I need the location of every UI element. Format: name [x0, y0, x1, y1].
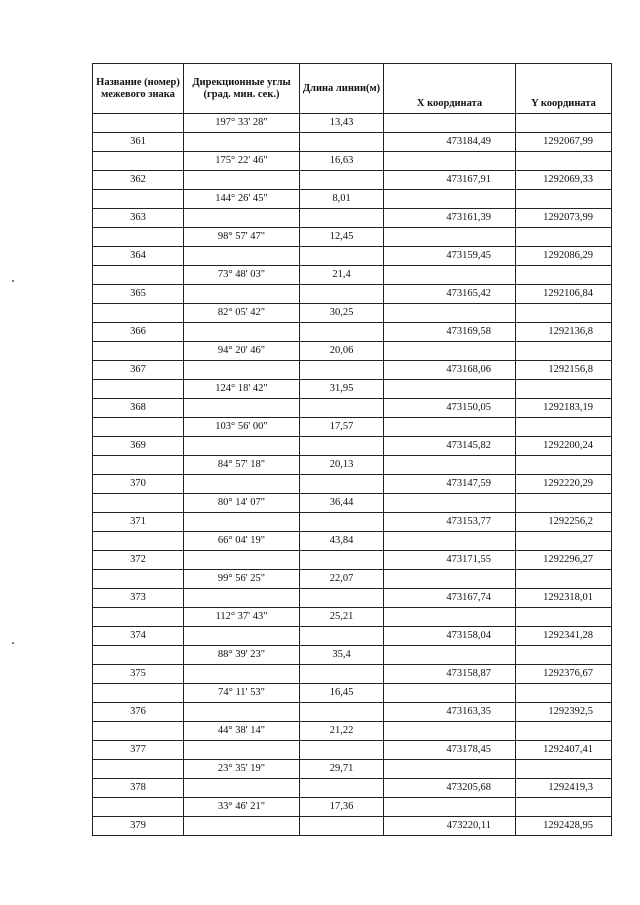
- cell-x-coordinate: 473153,77: [384, 513, 516, 532]
- cell-point-name: [93, 152, 184, 171]
- cell-y-coordinate: 1292183,19: [516, 399, 612, 418]
- cell-y-coordinate: 1292086,29: [516, 247, 612, 266]
- cell-line-length: 17,57: [300, 418, 384, 437]
- cell-direction-angle: 84° 57' 18": [184, 456, 300, 475]
- cell-y-coordinate: 1292407,41: [516, 741, 612, 760]
- segment-row: [93, 342, 612, 361]
- point-row: [93, 437, 612, 456]
- cell-y-coordinate: [516, 532, 612, 551]
- cell-line-length: [300, 551, 384, 570]
- cell-line-length: [300, 285, 384, 304]
- cell-x-coordinate: 473167,74: [384, 589, 516, 608]
- cell-y-coordinate: [516, 190, 612, 209]
- point-row: [93, 171, 612, 190]
- cell-x-coordinate: 473161,39: [384, 209, 516, 228]
- cell-y-coordinate: [516, 494, 612, 513]
- cell-x-coordinate: 473145,82: [384, 437, 516, 456]
- cell-direction-angle: [184, 171, 300, 190]
- cell-y-coordinate: 1292318,01: [516, 589, 612, 608]
- cell-line-length: [300, 323, 384, 342]
- cell-y-coordinate: 1292106,84: [516, 285, 612, 304]
- cell-x-coordinate: [384, 418, 516, 437]
- cell-point-name: [93, 228, 184, 247]
- cell-x-coordinate: 473163,35: [384, 703, 516, 722]
- cell-point-name: [93, 342, 184, 361]
- cell-y-coordinate: [516, 152, 612, 171]
- cell-direction-angle: 124° 18' 42": [184, 380, 300, 399]
- cell-x-coordinate: 473184,49: [384, 133, 516, 152]
- cell-y-coordinate: [516, 798, 612, 817]
- cell-line-length: [300, 209, 384, 228]
- cell-line-length: 35,4: [300, 646, 384, 665]
- point-row: [93, 779, 612, 798]
- cell-line-length: 13,43: [300, 114, 384, 133]
- cell-x-coordinate: [384, 608, 516, 627]
- cell-y-coordinate: [516, 114, 612, 133]
- cell-direction-angle: 94° 20' 46": [184, 342, 300, 361]
- cell-x-coordinate: 473178,45: [384, 741, 516, 760]
- cell-point-name: [93, 570, 184, 589]
- cell-y-coordinate: 1292136,8: [516, 323, 612, 342]
- cell-x-coordinate: [384, 304, 516, 323]
- segment-row: [93, 190, 612, 209]
- cell-y-coordinate: [516, 342, 612, 361]
- cell-x-coordinate: [384, 798, 516, 817]
- cell-point-name: [93, 532, 184, 551]
- cell-line-length: 30,25: [300, 304, 384, 323]
- cell-line-length: [300, 437, 384, 456]
- cell-y-coordinate: [516, 570, 612, 589]
- cell-x-coordinate: [384, 114, 516, 133]
- cell-point-name: [93, 304, 184, 323]
- point-row: [93, 703, 612, 722]
- cell-x-coordinate: 473165,42: [384, 285, 516, 304]
- cell-x-coordinate: 473205,68: [384, 779, 516, 798]
- cell-direction-angle: 80° 14' 07": [184, 494, 300, 513]
- cell-x-coordinate: [384, 570, 516, 589]
- cell-point-name: [93, 760, 184, 779]
- point-row: [93, 133, 612, 152]
- cell-point-name: [93, 684, 184, 703]
- cell-point-name: 370: [93, 475, 184, 494]
- cell-y-coordinate: 1292073,99: [516, 209, 612, 228]
- cell-x-coordinate: [384, 228, 516, 247]
- cell-line-length: 17,36: [300, 798, 384, 817]
- cell-line-length: [300, 665, 384, 684]
- cell-direction-angle: [184, 627, 300, 646]
- cell-y-coordinate: 1292200,24: [516, 437, 612, 456]
- point-row: [93, 817, 612, 836]
- cell-x-coordinate: [384, 494, 516, 513]
- cell-x-coordinate: [384, 456, 516, 475]
- cell-y-coordinate: [516, 684, 612, 703]
- cell-point-name: [93, 456, 184, 475]
- cell-line-length: 8,01: [300, 190, 384, 209]
- point-row: [93, 475, 612, 494]
- cell-point-name: 373: [93, 589, 184, 608]
- cell-direction-angle: [184, 475, 300, 494]
- cell-direction-angle: 103° 56' 00": [184, 418, 300, 437]
- cell-line-length: 12,45: [300, 228, 384, 247]
- cell-direction-angle: [184, 285, 300, 304]
- cell-line-length: [300, 779, 384, 798]
- point-row: [93, 285, 612, 304]
- cell-y-coordinate: 1292341,28: [516, 627, 612, 646]
- cell-point-name: 376: [93, 703, 184, 722]
- cell-direction-angle: [184, 817, 300, 836]
- table-header-row: [93, 64, 612, 114]
- cell-line-length: 31,95: [300, 380, 384, 399]
- scan-speck: [12, 642, 14, 644]
- cell-y-coordinate: 1292392,5: [516, 703, 612, 722]
- boundary-coordinates-table: [92, 63, 612, 836]
- cell-line-length: [300, 817, 384, 836]
- cell-line-length: 21,22: [300, 722, 384, 741]
- cell-direction-angle: 112° 37' 43": [184, 608, 300, 627]
- cell-point-name: [93, 114, 184, 133]
- cell-x-coordinate: [384, 152, 516, 171]
- cell-y-coordinate: 1292256,2: [516, 513, 612, 532]
- cell-point-name: 361: [93, 133, 184, 152]
- header-length: Длина линии(м): [300, 64, 384, 114]
- header-y: Y координата: [516, 64, 612, 114]
- point-row: [93, 589, 612, 608]
- cell-x-coordinate: [384, 190, 516, 209]
- cell-point-name: [93, 190, 184, 209]
- cell-direction-angle: 88° 39' 23": [184, 646, 300, 665]
- cell-x-coordinate: [384, 646, 516, 665]
- cell-point-name: 369: [93, 437, 184, 456]
- cell-direction-angle: [184, 247, 300, 266]
- cell-x-coordinate: [384, 266, 516, 285]
- cell-direction-angle: [184, 589, 300, 608]
- cell-direction-angle: [184, 133, 300, 152]
- segment-row: [93, 722, 612, 741]
- point-row: [93, 665, 612, 684]
- cell-point-name: 374: [93, 627, 184, 646]
- cell-direction-angle: 99° 56' 25": [184, 570, 300, 589]
- cell-y-coordinate: 1292428,95: [516, 817, 612, 836]
- cell-line-length: 22,07: [300, 570, 384, 589]
- cell-x-coordinate: 473159,45: [384, 247, 516, 266]
- point-row: [93, 741, 612, 760]
- point-row: [93, 209, 612, 228]
- segment-row: [93, 798, 612, 817]
- cell-x-coordinate: 473220,11: [384, 817, 516, 836]
- cell-direction-angle: 98° 57' 47": [184, 228, 300, 247]
- cell-direction-angle: [184, 209, 300, 228]
- cell-y-coordinate: [516, 228, 612, 247]
- cell-point-name: [93, 722, 184, 741]
- cell-direction-angle: [184, 399, 300, 418]
- cell-point-name: 378: [93, 779, 184, 798]
- cell-direction-angle: [184, 323, 300, 342]
- cell-line-length: [300, 741, 384, 760]
- cell-y-coordinate: 1292220,29: [516, 475, 612, 494]
- cell-direction-angle: [184, 361, 300, 380]
- cell-y-coordinate: 1292296,27: [516, 551, 612, 570]
- cell-line-length: [300, 703, 384, 722]
- cell-direction-angle: 144° 26' 45": [184, 190, 300, 209]
- cell-direction-angle: [184, 551, 300, 570]
- cell-point-name: 364: [93, 247, 184, 266]
- cell-line-length: 43,84: [300, 532, 384, 551]
- cell-x-coordinate: [384, 760, 516, 779]
- cell-line-length: 29,71: [300, 760, 384, 779]
- cell-line-length: 20,13: [300, 456, 384, 475]
- cell-line-length: [300, 627, 384, 646]
- cell-line-length: [300, 171, 384, 190]
- cell-y-coordinate: [516, 760, 612, 779]
- cell-line-length: [300, 247, 384, 266]
- cell-direction-angle: [184, 665, 300, 684]
- cell-y-coordinate: [516, 266, 612, 285]
- cell-line-length: 36,44: [300, 494, 384, 513]
- point-row: [93, 247, 612, 266]
- cell-direction-angle: [184, 741, 300, 760]
- cell-direction-angle: 74° 11' 53": [184, 684, 300, 703]
- cell-y-coordinate: 1292156,8: [516, 361, 612, 380]
- cell-line-length: [300, 513, 384, 532]
- cell-x-coordinate: [384, 722, 516, 741]
- cell-line-length: [300, 475, 384, 494]
- point-row: [93, 323, 612, 342]
- segment-row: [93, 608, 612, 627]
- cell-y-coordinate: [516, 608, 612, 627]
- cell-x-coordinate: 473168,06: [384, 361, 516, 380]
- header-angles: Дирекционные углы (град. мин. сек.): [184, 64, 300, 114]
- cell-point-name: 363: [93, 209, 184, 228]
- cell-direction-angle: [184, 779, 300, 798]
- cell-point-name: [93, 380, 184, 399]
- cell-x-coordinate: [384, 380, 516, 399]
- cell-x-coordinate: 473167,91: [384, 171, 516, 190]
- cell-point-name: 375: [93, 665, 184, 684]
- scan-speck: [12, 280, 14, 282]
- point-row: [93, 513, 612, 532]
- cell-line-length: [300, 133, 384, 152]
- cell-line-length: 20,06: [300, 342, 384, 361]
- segment-row: [93, 304, 612, 323]
- segment-row: [93, 760, 612, 779]
- cell-y-coordinate: 1292376,67: [516, 665, 612, 684]
- cell-line-length: 16,45: [300, 684, 384, 703]
- segment-row: [93, 228, 612, 247]
- cell-y-coordinate: [516, 646, 612, 665]
- cell-x-coordinate: 473158,04: [384, 627, 516, 646]
- cell-direction-angle: 66° 04' 19": [184, 532, 300, 551]
- cell-x-coordinate: 473169,58: [384, 323, 516, 342]
- segment-row: [93, 418, 612, 437]
- cell-point-name: [93, 608, 184, 627]
- point-row: [93, 627, 612, 646]
- segment-row: [93, 684, 612, 703]
- cell-x-coordinate: 473158,87: [384, 665, 516, 684]
- cell-x-coordinate: [384, 684, 516, 703]
- cell-line-length: [300, 399, 384, 418]
- cell-x-coordinate: [384, 532, 516, 551]
- point-row: [93, 361, 612, 380]
- cell-point-name: 372: [93, 551, 184, 570]
- cell-line-length: 21,4: [300, 266, 384, 285]
- cell-point-name: 362: [93, 171, 184, 190]
- cell-direction-angle: 44° 38' 14": [184, 722, 300, 741]
- cell-direction-angle: 33° 46' 21": [184, 798, 300, 817]
- segment-row: [93, 456, 612, 475]
- segment-row: [93, 266, 612, 285]
- cell-line-length: 25,21: [300, 608, 384, 627]
- cell-y-coordinate: [516, 380, 612, 399]
- cell-point-name: 379: [93, 817, 184, 836]
- cell-line-length: 16,63: [300, 152, 384, 171]
- segment-row: [93, 570, 612, 589]
- cell-point-name: 365: [93, 285, 184, 304]
- cell-point-name: [93, 798, 184, 817]
- cell-direction-angle: [184, 703, 300, 722]
- cell-y-coordinate: [516, 722, 612, 741]
- segment-row: [93, 532, 612, 551]
- segment-row: [93, 380, 612, 399]
- cell-point-name: 368: [93, 399, 184, 418]
- cell-point-name: [93, 266, 184, 285]
- cell-point-name: 366: [93, 323, 184, 342]
- cell-x-coordinate: 473171,55: [384, 551, 516, 570]
- cell-x-coordinate: 473147,59: [384, 475, 516, 494]
- cell-point-name: [93, 418, 184, 437]
- cell-direction-angle: 82° 05' 42": [184, 304, 300, 323]
- cell-x-coordinate: [384, 342, 516, 361]
- cell-direction-angle: [184, 513, 300, 532]
- cell-y-coordinate: [516, 418, 612, 437]
- cell-direction-angle: 197° 33' 28": [184, 114, 300, 133]
- point-row: [93, 551, 612, 570]
- segment-row: [93, 152, 612, 171]
- point-row: [93, 399, 612, 418]
- cell-y-coordinate: 1292067,99: [516, 133, 612, 152]
- cell-y-coordinate: [516, 456, 612, 475]
- segment-row: [93, 114, 612, 133]
- segment-row: [93, 646, 612, 665]
- cell-direction-angle: 73° 48' 03": [184, 266, 300, 285]
- cell-point-name: 367: [93, 361, 184, 380]
- cell-direction-angle: 23° 35' 19": [184, 760, 300, 779]
- cell-line-length: [300, 361, 384, 380]
- cell-y-coordinate: [516, 304, 612, 323]
- cell-direction-angle: [184, 437, 300, 456]
- segment-row: [93, 494, 612, 513]
- header-name: Название (номер) межевого знака: [93, 64, 184, 114]
- cell-point-name: 371: [93, 513, 184, 532]
- cell-point-name: [93, 494, 184, 513]
- cell-point-name: [93, 646, 184, 665]
- cell-line-length: [300, 589, 384, 608]
- cell-y-coordinate: 1292419,3: [516, 779, 612, 798]
- cell-x-coordinate: 473150,05: [384, 399, 516, 418]
- cell-direction-angle: 175° 22' 46": [184, 152, 300, 171]
- cell-y-coordinate: 1292069,33: [516, 171, 612, 190]
- cell-point-name: 377: [93, 741, 184, 760]
- header-x: X координата: [384, 64, 516, 114]
